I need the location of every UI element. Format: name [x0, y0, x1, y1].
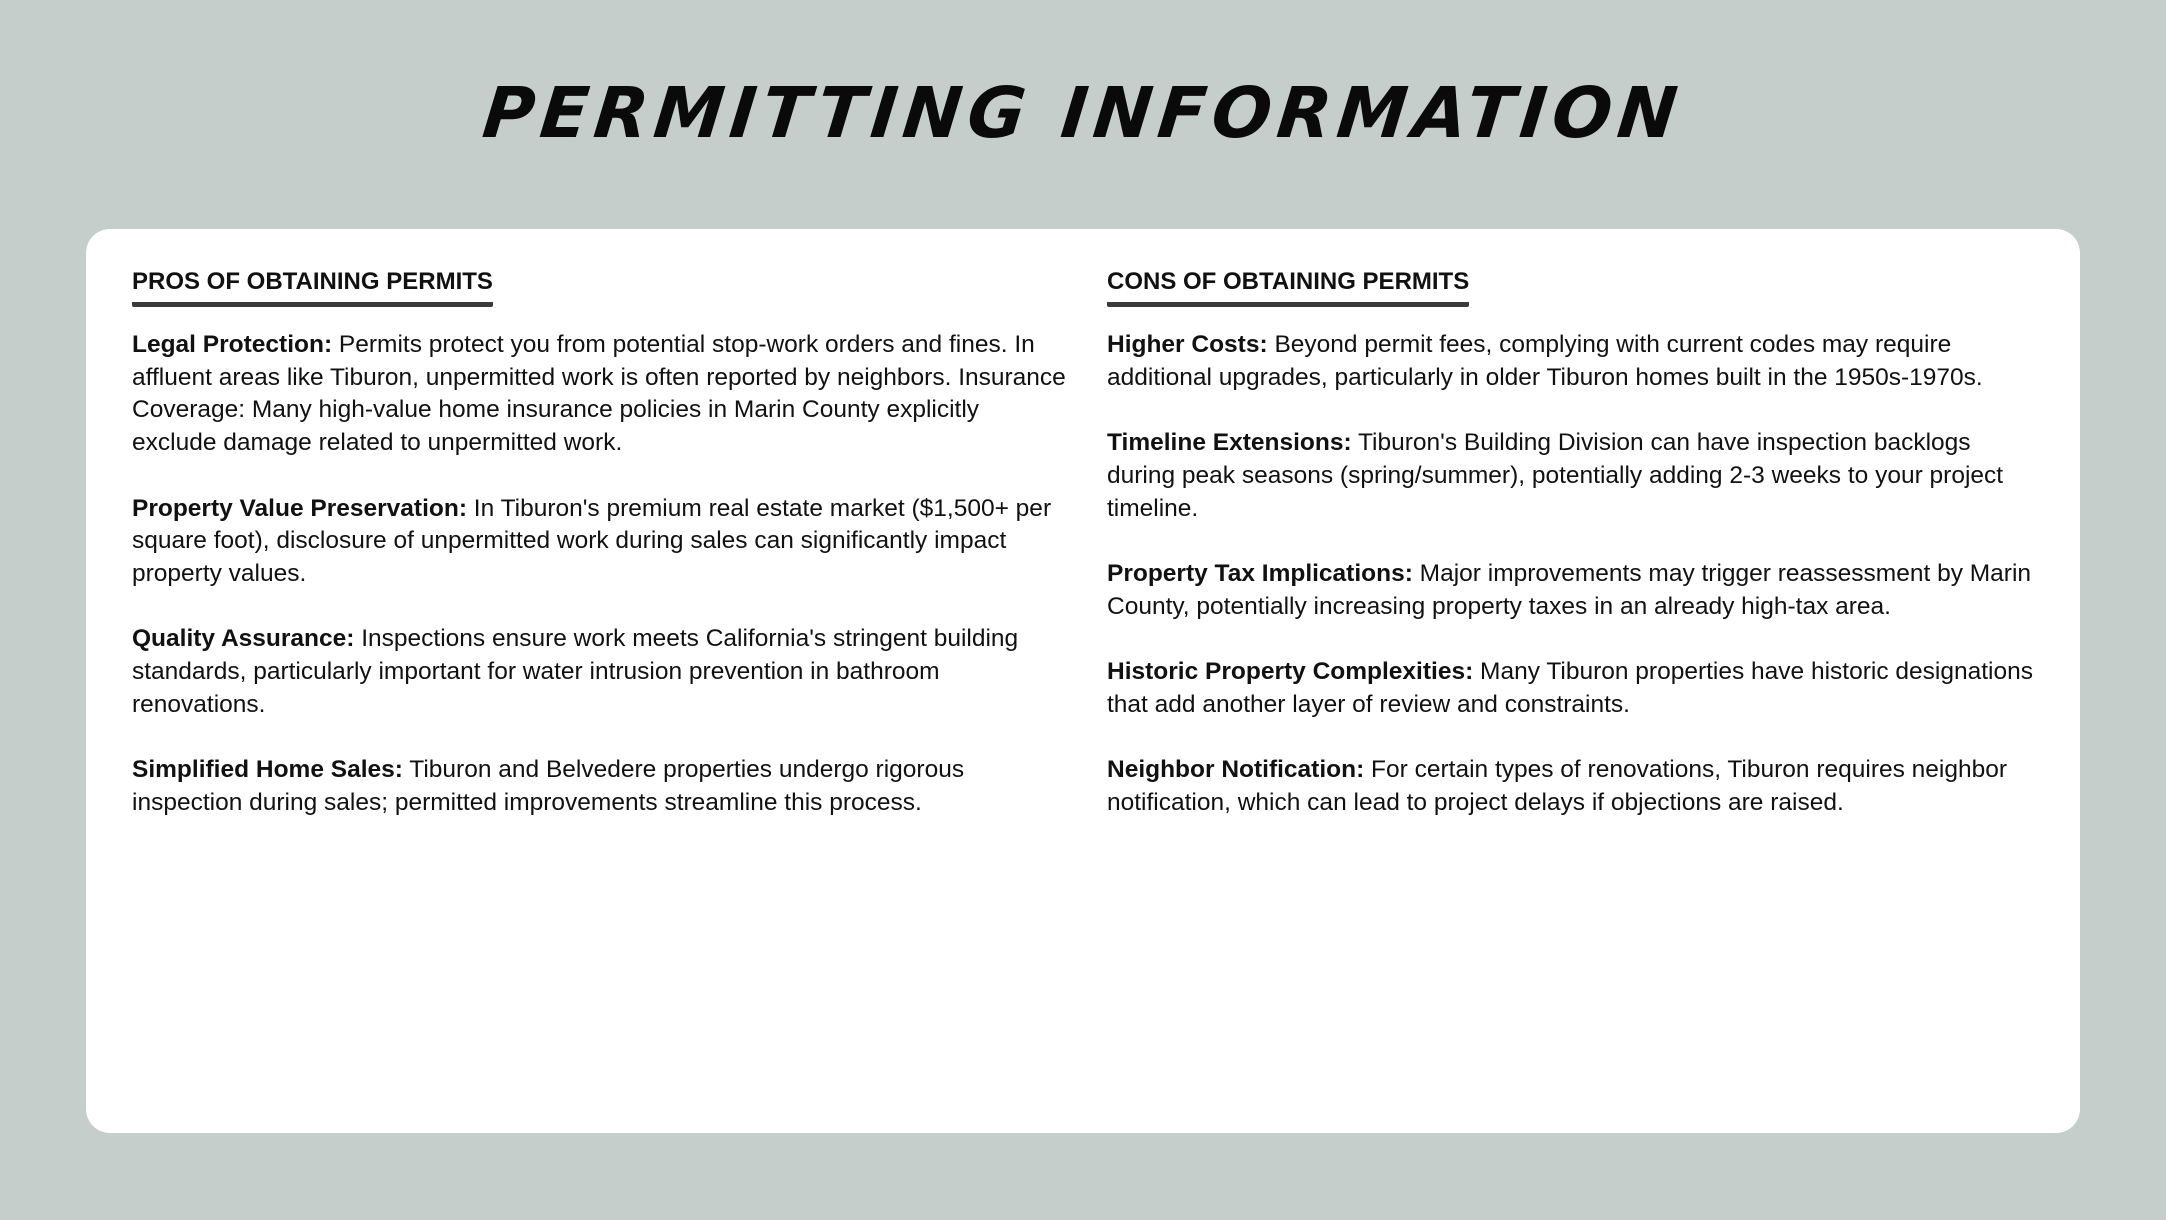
cons-item-label: Historic Property Complexities:: [1107, 657, 1474, 685]
cons-item-text: Beyond permit fees, complying with current codes may require additional upgrades, particularly in older Tiburon homes built in the 1950s-1970s.: [1107, 331, 1983, 391]
cons-heading: CONS OF OBTAINING PERMITS: [1107, 267, 1469, 307]
cons-item: [1107, 558, 2042, 623]
cons-item: [1107, 427, 2042, 525]
pros-item: [132, 329, 1067, 460]
cons-item-label: Timeline Extensions:: [1107, 429, 1352, 457]
pros-item: [132, 493, 1067, 591]
cons-item-text: Many Tiburon properties have historic designations that add another layer of review and constraints.: [1107, 657, 2033, 718]
pros-item-text: In Tiburon's premium real estate market ($1,500+ per square foot), disclosure of unpermitted work during sales can significantly impact property values.: [132, 494, 1052, 587]
cons-item: [1107, 329, 2042, 394]
content-card: [86, 229, 2080, 1133]
pros-item: [132, 754, 1067, 819]
pros-item-text: Tiburon and Belvedere properties undergo rigorous inspection during sales; permitted improvements streamline this process.: [132, 756, 965, 816]
cons-item: [1107, 656, 2042, 721]
cons-item: [1107, 754, 2042, 819]
pros-item: [132, 623, 1067, 721]
pros-heading: PROS OF OBTAINING PERMITS: [132, 267, 493, 307]
cons-item-text: Major improvements may trigger reassessment by Marin County, potentially increasing property taxes in an already high-tax area.: [1107, 559, 2032, 620]
pros-column: [132, 267, 1067, 852]
cons-item-label: Higher Costs:: [1107, 331, 1268, 358]
cons-item-text: Tiburon's Building Division can have inspection backlogs during peak seasons (spring/summer), potentially adding 2-3 weeks to your project timeline.: [1107, 429, 2004, 522]
page-title: PERMITTING INFORMATION: [479, 72, 1687, 154]
cons-item-label: Neighbor Notification:: [1107, 756, 1365, 784]
pros-item-text: Permits protect you from potential stop-work orders and fines. In affluent areas like Tiburon, unpermitted work is often reported by neighbors. Insurance Coverage: Many high-value home insurance policies in Marin County explicitly exclude damage related to unpermitted work.: [132, 331, 1066, 457]
pros-item-label: Simplified Home Sales:: [132, 756, 403, 784]
pros-item-label: Quality Assurance:: [132, 625, 355, 653]
cons-item-label: Property Tax Implications:: [1107, 559, 1413, 587]
pros-item-label: Property Value Preservation:: [132, 494, 467, 522]
pros-item-text: Inspections ensure work meets California's stringent building standards, particularly important for water intrusion prevention in bathroom renovations.: [132, 625, 1019, 718]
cons-column: [1107, 267, 2042, 852]
cons-item-text: For certain types of renovations, Tiburon requires neighbor notification, which can lead to project delays if objections are raised.: [1107, 756, 2008, 816]
pros-item-label: Legal Protection:: [132, 331, 333, 358]
